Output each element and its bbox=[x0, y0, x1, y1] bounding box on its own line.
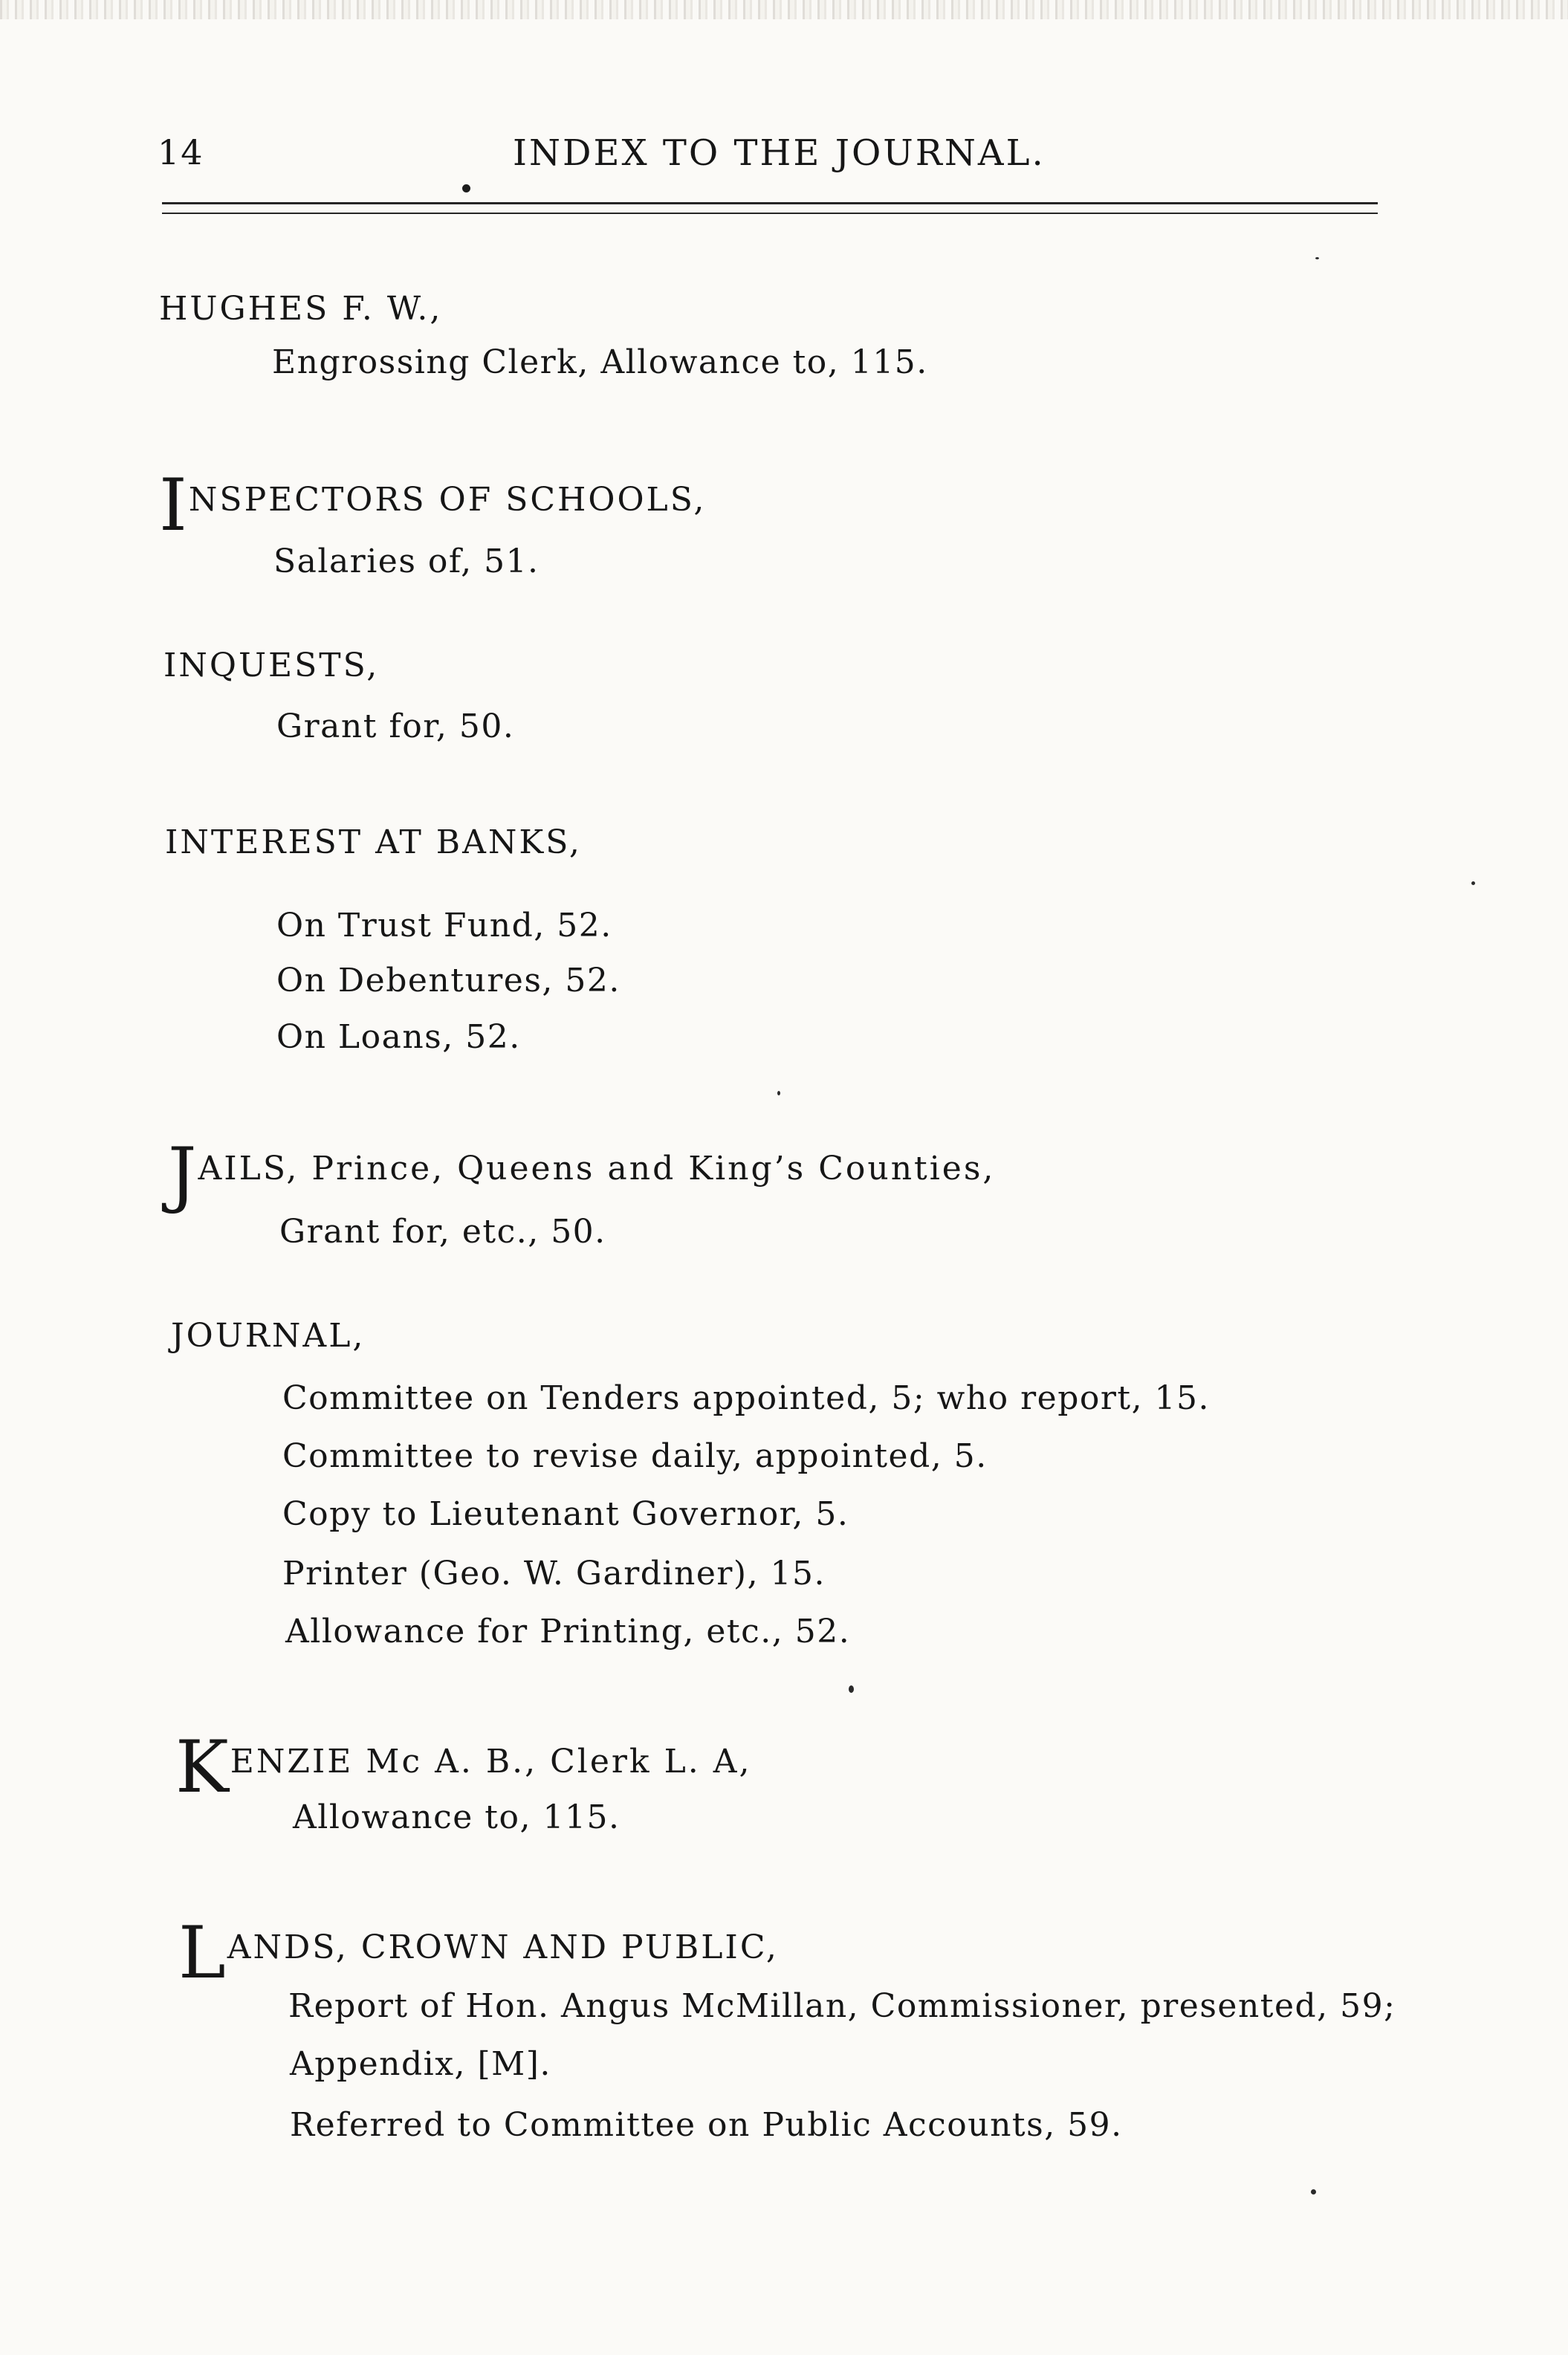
drop-cap-letter: L bbox=[178, 1911, 226, 1995]
entry-heading-interest: INTEREST AT BANKS, bbox=[165, 823, 582, 861]
drop-cap-letter: K bbox=[175, 1726, 229, 1809]
drop-cap-letter: J bbox=[168, 1133, 197, 1216]
page-number: 14 bbox=[158, 132, 204, 172]
scan-edge-texture bbox=[0, 0, 1568, 19]
header-dot-mark bbox=[462, 184, 470, 192]
running-title: INDEX TO THE JOURNAL. bbox=[513, 132, 1046, 174]
entry-item: Grant for, 50. bbox=[276, 707, 515, 745]
entry-item: Grant for, etc., 50. bbox=[279, 1213, 606, 1251]
entry-heading-rest: NSPECTORS OF SCHOOLS, bbox=[188, 481, 707, 519]
entry-heading-hughes: HUGHES F. W., bbox=[159, 290, 443, 328]
entry-item: Committee on Tenders appointed, 5; who report, 15. bbox=[282, 1379, 1211, 1417]
entry-item: Printer (Geo. W. Gardiner), 15. bbox=[282, 1555, 826, 1593]
drop-cap-letter: I bbox=[159, 464, 187, 547]
entry-item: On Loans, 52. bbox=[276, 1018, 521, 1056]
entry-item: Engrossing Clerk, Allowance to, 115. bbox=[272, 343, 928, 381]
entry-item: Committee to revise daily, appointed, 5. bbox=[282, 1437, 988, 1475]
entry-item: On Debentures, 52. bbox=[276, 962, 621, 1000]
entry-heading-lands bbox=[178, 1911, 779, 1995]
entry-item: Report of Hon. Angus McMillan, Commissioner, presented, 59; bbox=[288, 1987, 1396, 2025]
entry-heading-kenzie bbox=[175, 1726, 752, 1809]
ink-speck bbox=[1311, 2189, 1316, 2194]
entry-heading-inquests: INQUESTS, bbox=[163, 647, 380, 684]
ink-speck bbox=[1315, 257, 1319, 259]
entry-item: Allowance for Printing, etc., 52. bbox=[285, 1613, 851, 1651]
entry-item: Allowance to, 115. bbox=[293, 1798, 621, 1836]
entry-heading-jails bbox=[168, 1133, 996, 1216]
entry-heading-inspectors bbox=[159, 464, 707, 547]
entry-item: Copy to Lieutenant Governor, 5. bbox=[282, 1495, 849, 1533]
entry-item: Referred to Committee on Public Accounts, 59. bbox=[290, 2106, 1123, 2144]
ink-speck bbox=[1471, 881, 1475, 885]
page-header bbox=[158, 132, 1376, 184]
entry-item: Salaries of, 51. bbox=[273, 542, 540, 580]
ink-speck bbox=[849, 1685, 854, 1693]
ink-speck bbox=[777, 1091, 780, 1095]
entry-heading-rest: ANDS, CROWN AND PUBLIC, bbox=[227, 1928, 779, 1966]
entry-heading-rest: AILS, Prince, Queens and King’s Counties, bbox=[198, 1150, 996, 1188]
header-rule-bottom bbox=[162, 213, 1378, 214]
entry-item: Appendix, [M]. bbox=[290, 2045, 551, 2083]
entry-heading-journal: JOURNAL, bbox=[171, 1317, 366, 1355]
entry-heading-rest: ENZIE Mc A. B., Clerk L. A, bbox=[230, 1743, 752, 1781]
entry-item: On Trust Fund, 52. bbox=[276, 907, 612, 945]
header-rule-top bbox=[162, 202, 1378, 204]
